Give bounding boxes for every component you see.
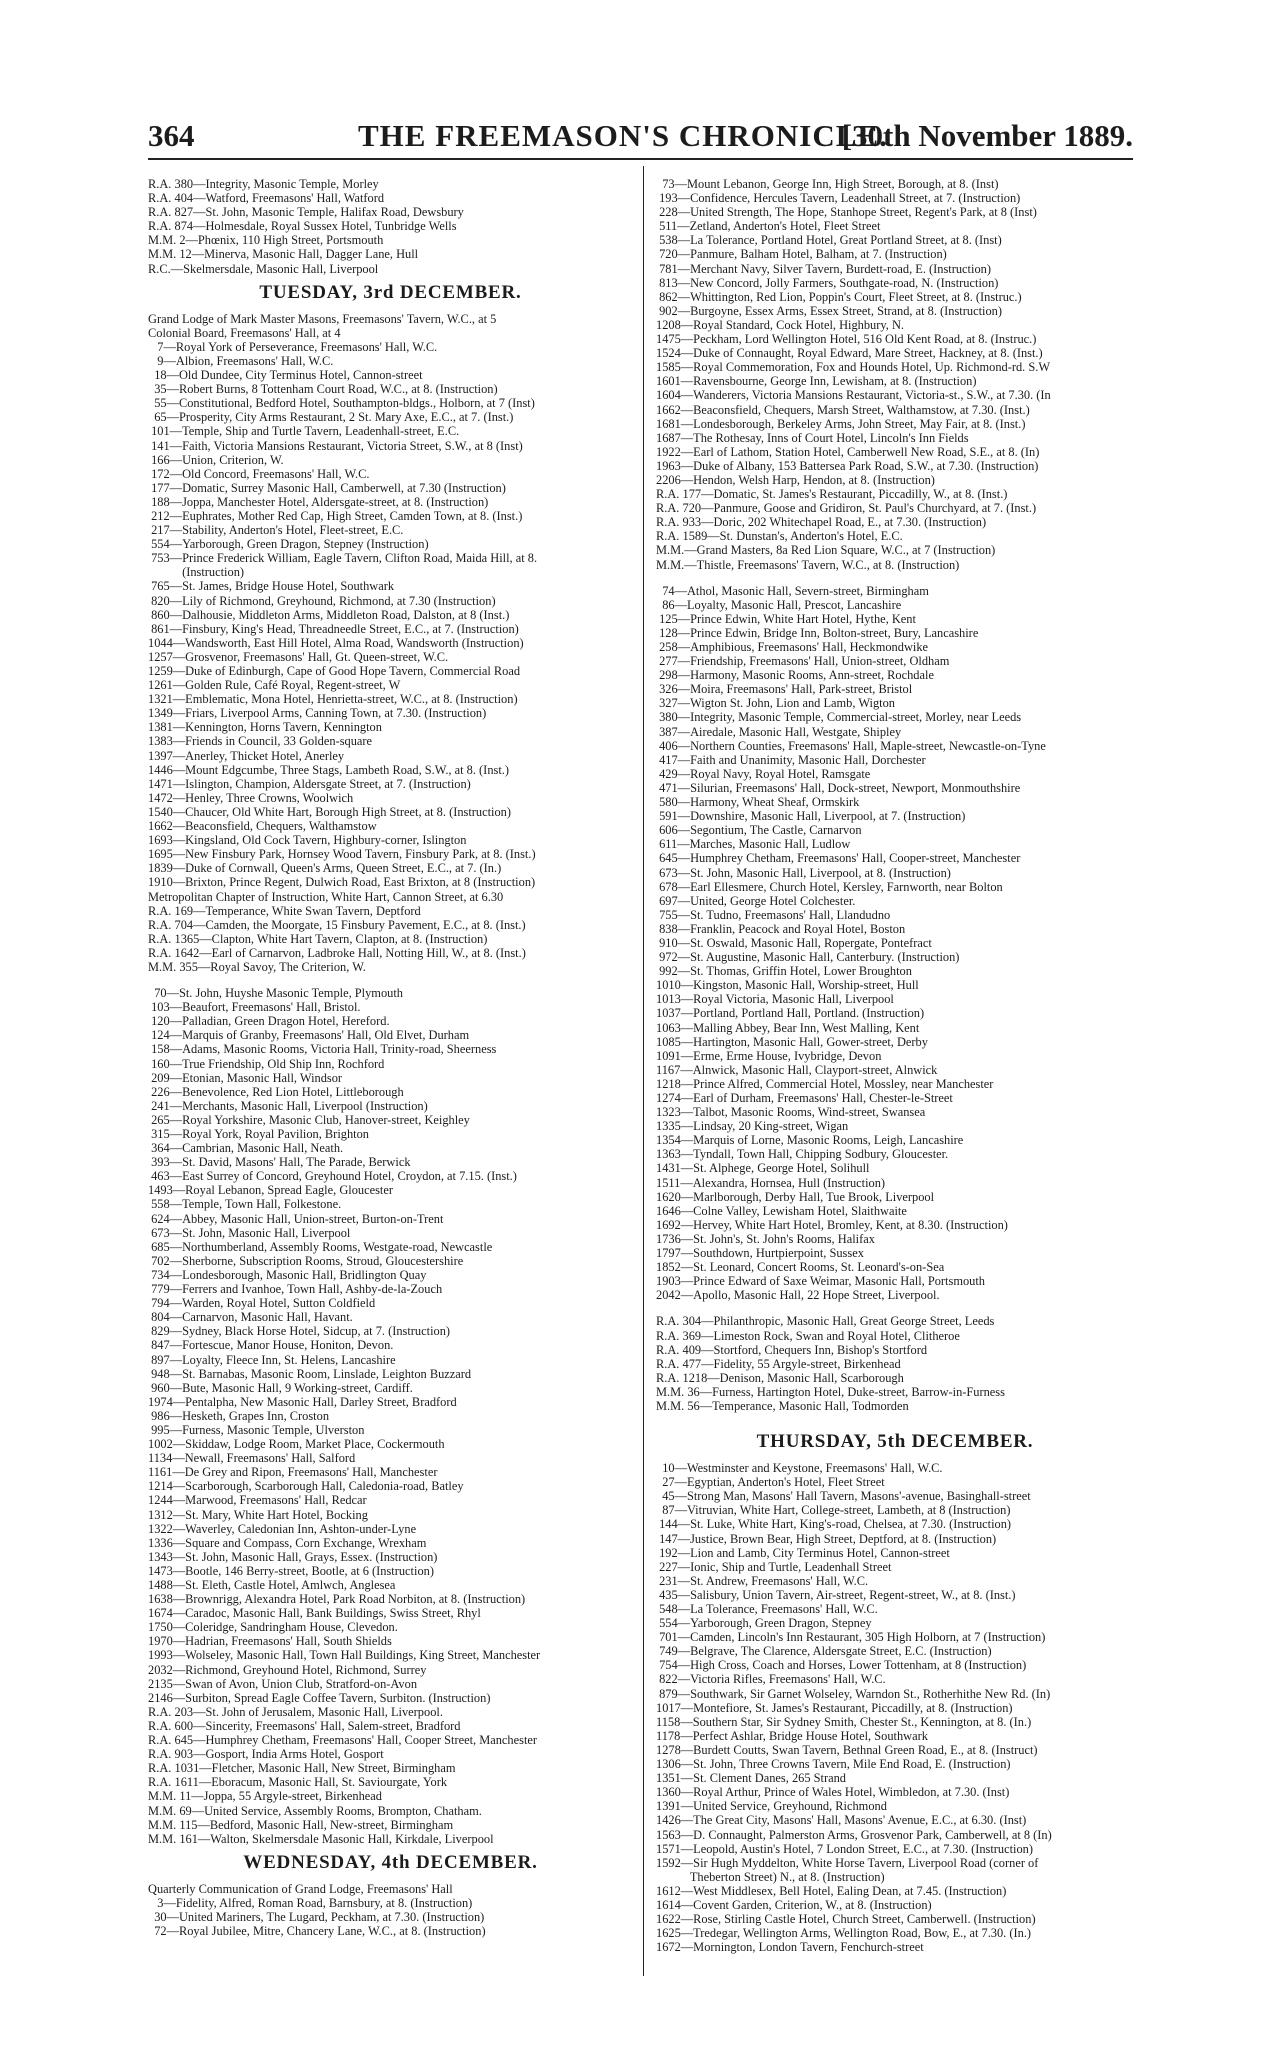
lodge-entry: 838—Franklin, Peacock and Royal Hotel, Boston xyxy=(656,921,906,936)
lodge-entry: 986—Hesketh, Grapes Inn, Croston xyxy=(148,1408,330,1423)
lodge-entry: 193—Confidence, Hercules Tavern, Leadenhall Street, at 7. (Instruction) xyxy=(656,191,1021,206)
lodge-entry: 73—Mount Lebanon, George Inn, High Street, Borough, at 8. (Inst) xyxy=(656,177,999,191)
lodge-entry: 65—Prosperity, City Arms Restaurant, 2 St. Mary Axe, E.C., at 7. (Inst.) xyxy=(148,410,514,425)
lodge-entry: 1323—Talbot, Masonic Rooms, Wind-street, Swansea xyxy=(656,1105,926,1120)
lodge-entry: 10—Westminster and Keystone, Freemasons' Hall, W.C. xyxy=(656,1461,943,1476)
wednesday-chapters-list xyxy=(656,1314,1134,1413)
lodge-entry: 779—Ferrers and Ivanhoe, Town Hall, Ashby-de-la-Zouch xyxy=(148,1282,443,1297)
lodge-entry: M.M. 355—Royal Savoy, The Criterion, W. xyxy=(148,959,366,974)
lodge-entry: 101—Temple, Ship and Turtle Tavern, Leadenhall-street, E.C. xyxy=(148,424,460,439)
lodge-entry: 1312—St. Mary, White Hart Hotel, Bocking xyxy=(148,1507,368,1522)
lodge-entry: 1672—Mornington, London Tavern, Fenchurch-street xyxy=(656,1940,924,1955)
lodge-entry: 217—Stability, Anderton's Hotel, Fleet-street, E.C. xyxy=(148,523,404,538)
lodge-entry: 701—Camden, Lincoln's Inn Restaurant, 305 High Holborn, at 7 (Instruction) xyxy=(656,1630,1046,1645)
lodge-entry: 1646—Colne Valley, Lewisham Hotel, Slaithwaite xyxy=(656,1203,907,1218)
lodge-entry: M.M. 12—Minerva, Masonic Hall, Dagger Lane, Hull xyxy=(148,247,419,262)
lodge-entry: R.A. 304—Philanthropic, Masonic Hall, Great George Street, Leeds xyxy=(656,1314,995,1329)
lodge-entry: 1692—Hervey, White Hart Hotel, Bromley, Kent, at 8.30. (Instruction) xyxy=(656,1217,1008,1232)
lodge-entry: 1383—Friends in Council, 33 Golden-square xyxy=(148,734,373,749)
lodge-entry: 753—Prince Frederick William, Eagle Tavern, Clifton Road, Maida Hill, at 8. xyxy=(148,551,538,566)
lodge-entry: 1571—Leopold, Austin's Hotel, 7 London Street, E.C., at 7.30. (Instruction) xyxy=(656,1841,1034,1856)
lodge-entry: 972—St. Augustine, Masonic Hall, Canterbury. (Instruction) xyxy=(656,950,960,965)
thursday-heading: THURSDAY, 5th DECEMBER. xyxy=(756,1431,1034,1453)
lodge-entry: 1540—Chaucer, Old White Hart, Borough High Street, at 8. (Instruction) xyxy=(148,804,512,819)
lodge-entry: 417—Faith and Unanimity, Masonic Hall, Dorchester xyxy=(656,752,926,767)
lodge-entry: M.M. 2—Phœnix, 110 High Street, Portsmouth xyxy=(148,233,384,248)
lodge-entry: 538—La Tolerance, Portland Hotel, Great Portland Street, at 8. (Inst) xyxy=(656,233,1002,248)
lodge-entry: 897—Loyalty, Fleece Inn, St. Helens, Lancashire xyxy=(148,1352,396,1367)
lodge-entry: R.A. 600—Sincerity, Freemasons' Hall, Salem-street, Bradford xyxy=(148,1718,461,1733)
lodge-entry: 1259—Duke of Edinburgh, Cape of Good Hope Tavern, Commercial Road xyxy=(148,664,521,678)
lodge-entry: 192—Lion and Lamb, City Terminus Hotel, Cannon-street xyxy=(656,1545,950,1560)
lodge-entry: (Instruction) xyxy=(148,565,245,580)
lodge-entry: 1563—D. Connaught, Palmerston Arms, Grosvenor Park, Camberwell, at 8 (In) xyxy=(656,1827,1052,1842)
lodge-entry: 387—Airedale, Masonic Hall, Westgate, Shipley xyxy=(656,724,902,739)
lodge-entry: R.A. 169—Temperance, White Swan Tavern, Deptford xyxy=(148,903,421,918)
lodge-entry: 55—Constitutional, Bedford Hotel, Southampton-bldgs., Holborn, at 7 (Inst) xyxy=(148,396,535,411)
lodge-entry: 960—Bute, Masonic Hall, 9 Working-street, Cardiff. xyxy=(148,1380,413,1395)
lodge-entry: 1446—Mount Edgcumbe, Three Stags, Lambeth Road, S.W., at 8. (Inst.) xyxy=(148,762,509,777)
lodge-entry: 1471—Islington, Champion, Aldersgate Street, at 7. (Instruction) xyxy=(148,776,471,791)
section-gap xyxy=(148,974,633,986)
lodge-entry: 754—High Cross, Coach and Horses, Lower Tottenham, at 8 (Instruction) xyxy=(656,1658,1027,1673)
lodge-entry: 1601—Ravensbourne, George Inn, Lewisham, at 8. (Instruction) xyxy=(656,374,977,389)
thursday-list xyxy=(656,1461,1134,1954)
lodge-entry: 2206—Hendon, Welsh Harp, Hendon, at 8. (Instruction) xyxy=(656,472,935,487)
lodge-entry: R.A. 1218—Denison, Masonic Hall, Scarborough xyxy=(656,1370,904,1385)
lodge-entry: 720—Panmure, Balham Hotel, Balham, at 7. (Instruction) xyxy=(656,247,947,262)
lodge-entry: 1218—Prince Alfred, Commercial Hotel, Mossley, near Manchester xyxy=(656,1076,994,1091)
lodge-entry: 147—Justice, Brown Bear, High Street, Deptford, at 8. (Instruction) xyxy=(656,1531,997,1546)
lodge-entry: 125—Prince Edwin, White Hart Hotel, Hythe, Kent xyxy=(656,611,916,626)
lodge-entry: 813—New Concord, Jolly Farmers, Southgate-road, N. (Instruction) xyxy=(656,275,999,290)
lodge-entry: 1592—Sir Hugh Myddelton, White Horse Tavern, Liverpool Road (corner of xyxy=(656,1855,1039,1870)
lodge-entry: M.M. 115—Bedford, Masonic Hall, New-street, Birmingham xyxy=(148,1817,454,1832)
lodge-entry: 471—Silurian, Freemasons' Hall, Dock-street, Newport, Monmouthshire xyxy=(656,780,1021,795)
lodge-entry: 1910—Brixton, Prince Regent, Dulwich Road, East Brixton, at 8 (Instruction) xyxy=(148,875,536,890)
lodge-entry: R.A. 933—Doric, 202 Whitechapel Road, E., at 7.30. (Instruction) xyxy=(656,515,987,530)
lodge-entry: 1993—Wolseley, Masonic Hall, Town Hall Buildings, King Street, Manchester xyxy=(148,1648,541,1663)
lodge-entry: 103—Beaufort, Freemasons' Hall, Bristol. xyxy=(148,1000,361,1015)
lodge-entry: 1278—Burdett Coutts, Swan Tavern, Bethnal Green Road, E., at 8. (Instruct) xyxy=(656,1742,1038,1757)
lodge-entry: 847—Fortescue, Manor House, Honiton, Devon. xyxy=(148,1338,394,1353)
wednesday-provincial-list xyxy=(656,584,1134,1303)
lodge-entry: 1662—Beaconsfield, Chequers, Marsh Street, Walthamstow, at 7.30. (Inst.) xyxy=(656,402,1030,417)
lodge-entry: 315—Royal York, Royal Pavilion, Brighton xyxy=(148,1127,369,1141)
lodge-entry: M.M.—Grand Masters, 8a Red Lion Square, W.C., at 7 (Instruction) xyxy=(656,543,996,558)
lodge-entry: 265—Royal Yorkshire, Masonic Club, Hanover-street, Keighley xyxy=(148,1112,470,1127)
lodge-entry: 678—Earl Ellesmere, Church Hotel, Kersley, Farnworth, near Bolton xyxy=(656,879,1003,894)
lodge-entry: 124—Marquis of Granby, Freemasons' Hall, Old Elvet, Durham xyxy=(148,1028,470,1043)
lodge-entry: R.A. 874—Holmesdale, Royal Sussex Hotel, Tunbridge Wells xyxy=(148,219,457,234)
lodge-entry: 1002—Skiddaw, Lodge Room, Market Place, Cockermouth xyxy=(148,1437,445,1452)
lodge-entry: R.A. 645—Humphrey Chetham, Freemasons' Hall, Cooper Street, Manchester xyxy=(148,1733,538,1748)
lodge-entry: 765—St. James, Bridge House Hotel, Southwark xyxy=(148,579,395,594)
lodge-entry: 1674—Caradoc, Masonic Hall, Bank Buildings, Swiss Street, Rhyl xyxy=(148,1606,481,1621)
lodge-entry: 1585—Royal Commemoration, Fox and Hounds Hotel, Up. Richmond-rd. S.W xyxy=(656,360,1051,375)
lodge-entry: R.A. 1365—Clapton, White Hart Tavern, Clapton, at 8. (Instruction) xyxy=(148,931,488,946)
lodge-entry: 1475—Peckham, Lord Wellington Hotel, 516 Old Kent Road, at 8. (Instruc.) xyxy=(656,332,1037,347)
lodge-entry: 1974—Pentalpha, New Masonic Hall, Darley Street, Bradford xyxy=(148,1394,457,1409)
lodge-entry: 228—United Strength, The Hope, Stanhope Street, Regent's Park, at 8 (Inst) xyxy=(656,205,1037,220)
lodge-entry: M.M. 36—Furness, Hartington Hotel, Duke-street, Barrow-in-Furness xyxy=(656,1384,1005,1399)
lodge-entry: 1391—United Service, Greyhound, Richmond xyxy=(656,1799,887,1814)
lodge-entry: 1167—Alnwick, Masonic Hall, Clayport-street, Alnwick xyxy=(656,1062,938,1077)
lodge-entry: 879—Southwark, Sir Garnet Wolseley, Warndon St., Rotherhithe New Rd. (In) xyxy=(656,1686,1051,1701)
lodge-entry: 1693—Kingsland, Old Cock Tavern, Highbury-corner, Islington xyxy=(148,833,467,848)
lodge-entry: 1261—Golden Rule, Café Royal, Regent-street, W xyxy=(148,678,401,693)
lodge-entry: 188—Joppa, Manchester Hotel, Aldersgate-street, at 8. (Instruction) xyxy=(148,494,489,509)
lodge-entry: 1472—Henley, Three Crowns, Woolwich xyxy=(148,790,354,805)
monday-continued-list xyxy=(148,177,633,276)
lodge-entry: 948—St. Barnabas, Masonic Room, Linslade, Leighton Buzzard xyxy=(148,1366,472,1381)
lodge-entry: 364—Cambrian, Masonic Hall, Neath. xyxy=(148,1141,344,1156)
lodge-entry: 1343—St. John, Masonic Hall, Grays, Essex. (Instruction) xyxy=(148,1549,438,1564)
wednesday-heading: WEDNESDAY, 4th DECEMBER. xyxy=(243,1851,538,1873)
lodge-entry: 995—Furness, Masonic Temple, Ulverston xyxy=(148,1422,365,1437)
page-number: 364 xyxy=(148,118,195,153)
lodge-entry: 755—St. Tudno, Freemasons' Hall, Llandudno xyxy=(656,907,891,922)
lodge-entry: R.A. 704—Camden, the Moorgate, 15 Finsbury Pavement, E.C., at 8. (Inst.) xyxy=(148,917,526,932)
lodge-entry: 27—Egyptian, Anderton's Hotel, Fleet Street xyxy=(656,1475,885,1490)
lodge-entry: R.A. 1611—Eboracum, Masonic Hall, St. Saviourgate, York xyxy=(148,1775,448,1790)
lodge-entry: 141—Faith, Victoria Mansions Restaurant, Victoria Street, S.W., at 8 (Inst) xyxy=(148,438,523,453)
lodge-entry: 697—United, George Hotel Colchester. xyxy=(656,893,856,908)
lodge-entry: 1681—Londesborough, Berkeley Arms, John Street, May Fair, at 8. (Inst.) xyxy=(656,416,1026,431)
lodge-entry: 1922—Earl of Lathom, Station Hotel, Camberwell New Road, S.E., at 8. (In) xyxy=(656,444,1040,459)
lodge-entry: 30—United Mariners, The Lugard, Peckham, at 7.30. (Instruction) xyxy=(148,1909,485,1924)
lodge-entry: R.C.—Skelmersdale, Masonic Hall, Liverpool xyxy=(148,261,379,276)
lodge-entry: M.M. 11—Joppa, 55 Argyle-street, Birkenhead xyxy=(148,1789,383,1804)
lodge-entry: 128—Prince Edwin, Bridge Inn, Bolton-street, Bury, Lancashire xyxy=(656,625,979,640)
lodge-entry: 258—Amphibious, Freemasons' Hall, Heckmondwike xyxy=(656,640,929,654)
lodge-entry: 685—Northumberland, Assembly Rooms, Westgate-road, Newcastle xyxy=(148,1239,493,1254)
lodge-entry: 463—East Surrey of Concord, Greyhound Hotel, Croydon, at 7.15. (Inst.) xyxy=(148,1169,517,1184)
lodge-entry: 241—Merchants, Masonic Hall, Liverpool (Instruction) xyxy=(148,1098,428,1113)
lodge-entry: 1622—Rose, Stirling Castle Hotel, Church Street, Camberwell. (Instruction) xyxy=(656,1912,1036,1927)
lodge-entry: R.A. 1031—Fletcher, Masonic Hall, New Street, Birmingham xyxy=(148,1761,456,1776)
lodge-entry: 1044—Wandsworth, East Hill Hotel, Alma Road, Wandsworth (Instruction) xyxy=(148,635,524,650)
lodge-entry: 554—Yarborough, Green Dragon, Stepney (Instruction) xyxy=(148,537,429,552)
lodge-entry: 1013—Royal Victoria, Masonic Hall, Liverpool xyxy=(656,992,894,1007)
lodge-entry: 1158—Southern Star, Sir Sydney Smith, Chester St., Kennington, at 8. (In.) xyxy=(656,1714,1032,1729)
lodge-entry: Metropolitan Chapter of Instruction, White Hart, Cannon Street, at 6.30 xyxy=(148,889,504,904)
lodge-entry: 231—St. Andrew, Freemasons' Hall, W.C. xyxy=(656,1573,869,1588)
lodge-entry: 72—Royal Jubilee, Mitre, Chancery Lane, W.C., at 8. (Instruction) xyxy=(148,1924,486,1939)
lodge-entry: R.A. 369—Limeston Rock, Swan and Royal Hotel, Clitheroe xyxy=(656,1328,960,1343)
tuesday-provincial-list xyxy=(148,986,633,1846)
left-column xyxy=(148,177,633,1938)
lodge-entry: Colonial Board, Freemasons' Hall, at 4 xyxy=(148,325,341,340)
lodge-entry: 606—Segontium, The Castle, Carnarvon xyxy=(656,823,862,838)
lodge-entry: 1426—The Great City, Masons' Hall, Masons' Avenue, E.C., at 6.30. (Inst) xyxy=(656,1813,1027,1828)
masthead-title: THE FREEMASON'S CHRONICLE. xyxy=(358,118,888,153)
lodge-entry: Quarterly Communication of Grand Lodge, Freemasons' Hall xyxy=(148,1881,453,1896)
lodge-entry: 749—Belgrave, The Clarence, Aldersgate Street, E.C. (Instruction) xyxy=(656,1644,992,1659)
lodge-entry: 326—Moira, Freemasons' Hall, Park-street, Bristol xyxy=(656,682,913,697)
lodge-entry: Grand Lodge of Mark Master Masons, Freemasons' Tavern, W.C., at 5 xyxy=(148,311,497,326)
lodge-entry: 166—Union, Criterion, W. xyxy=(148,452,284,467)
lodge-entry: 554—Yarborough, Green Dragon, Stepney xyxy=(656,1616,872,1631)
lodge-entry: 1335—Lindsay, 20 King-street, Wigan xyxy=(656,1119,849,1134)
lodge-entry: 327—Wigton St. John, Lion and Lamb, Wigton xyxy=(656,696,896,711)
lodge-entry: 820—Lily of Richmond, Greyhound, Richmond, at 7.30 (Instruction) xyxy=(148,593,496,608)
lodge-entry: 212—Euphrates, Mother Red Cap, High Street, Camden Town, at 8. (Inst.) xyxy=(148,508,523,523)
section-gap xyxy=(656,572,1134,584)
tuesday-heading: TUESDAY, 3rd DECEMBER. xyxy=(259,281,522,303)
lodge-entry: R.A. 203—St. John of Jerusalem, Masonic Hall, Liverpool. xyxy=(148,1704,443,1719)
lodge-entry: 1017—Montefiore, St. James's Restaurant, Piccadilly, at 8. (Instruction) xyxy=(656,1700,1013,1715)
lodge-entry: R.A. 409—Stortford, Chequers Inn, Bishop's Stortford xyxy=(656,1342,928,1357)
lodge-entry: 1354—Marquis of Lorne, Masonic Rooms, Leigh, Lancashire xyxy=(656,1133,964,1148)
lodge-entry: 1360—Royal Arthur, Prince of Wales Hotel, Wimbledon, at 7.30. (Inst) xyxy=(656,1785,1010,1800)
lodge-entry: 406—Northern Counties, Freemasons' Hall, Maple-street, Newcastle-on-Tyne xyxy=(656,738,1046,753)
lodge-entry: 7—Royal York of Perseverance, Freemasons' Hall, W.C. xyxy=(148,339,438,354)
lodge-entry: 1852—St. Leonard, Concert Rooms, St. Leonard's-on-Sea xyxy=(656,1260,945,1275)
lodge-entry: 1274—Earl of Durham, Freemasons' Hall, Chester-le-Street xyxy=(656,1091,953,1105)
lodge-entry: 1963—Duke of Albany, 153 Battersea Park Road, S.W., at 7.30. (Instruction) xyxy=(656,458,1039,473)
lodge-entry: 2032—Richmond, Greyhound Hotel, Richmond, Surrey xyxy=(148,1662,427,1677)
lodge-entry: 1638—Brownrigg, Alexandra Hotel, Park Road Norbiton, at 8. (Instruction) xyxy=(148,1592,526,1607)
lodge-entry: R.A. 720—Panmure, Goose and Gridiron, St. Paul's Churchyard, at 7. (Inst.) xyxy=(656,501,1037,516)
lodge-entry: 645—Humphrey Chetham, Freemasons' Hall, Cooper-street, Manchester xyxy=(656,851,1021,866)
wednesday-london-list xyxy=(656,177,1134,572)
lodge-entry: 86—Loyalty, Masonic Hall, Prescot, Lancashire xyxy=(656,597,902,612)
lodge-entry: 2042—Apollo, Masonic Hall, 22 Hope Street, Liverpool. xyxy=(656,1288,940,1303)
lodge-entry: 910—St. Oswald, Masonic Hall, Ropergate, Pontefract xyxy=(656,935,932,950)
lodge-entry: 829—Sydney, Black Horse Hotel, Sidcup, at 7. (Instruction) xyxy=(148,1324,451,1339)
lodge-entry: 1662—Beaconsfield, Chequers, Walthamstow xyxy=(148,819,377,834)
lodge-entry: 1524—Duke of Connaught, Royal Edward, Mare Street, Hackney, at 8. (Inst.) xyxy=(656,346,1043,361)
lodge-entry: 429—Royal Navy, Royal Hotel, Ramsgate xyxy=(656,766,871,781)
lodge-entry: 1178—Perfect Ashlar, Bridge House Hotel, Southwark xyxy=(656,1728,928,1743)
lodge-entry: 1695—New Finsbury Park, Hornsey Wood Tavern, Finsbury Park, at 8. (Inst.) xyxy=(148,847,536,862)
lodge-entry: 1612—West Middlesex, Bell Hotel, Ealing Dean, at 7.45. (Instruction) xyxy=(656,1883,1007,1898)
lodge-entry: R.A. 1589—St. Dunstan's, Anderton's Hotel, E.C. xyxy=(656,529,903,544)
lodge-entry: R.A. 477—Fidelity, 55 Argyle-street, Birkenhead xyxy=(656,1356,901,1371)
lodge-entry: 1257—Grosvenor, Freemasons' Hall, Gt. Queen-street, W.C. xyxy=(148,649,449,664)
lodge-entry: 673—St. John, Masonic Hall, Liverpool xyxy=(148,1225,351,1240)
lodge-entry: 1614—Covent Garden, Criterion, W., at 8. (Instruction) xyxy=(656,1897,932,1912)
lodge-entry: 226—Benevolence, Red Lion Hotel, Littleborough xyxy=(148,1084,404,1099)
lodge-entry: 580—Harmony, Wheat Sheaf, Ormskirk xyxy=(656,795,860,810)
lodge-entry: 1063—Malling Abbey, Bear Inn, West Malling, Kent xyxy=(656,1020,920,1035)
lodge-entry: 1473—Bootle, 146 Berry-street, Bootle, at 6 (Instruction) xyxy=(148,1563,434,1578)
lodge-entry: 1244—Marwood, Freemasons' Hall, Redcar xyxy=(148,1493,367,1508)
lodge-entry: 1306—St. John, Three Crowns Tavern, Mile End Road, E. (Instruction) xyxy=(656,1757,1011,1772)
section-gap xyxy=(656,1302,1134,1314)
lodge-entry: 18—Old Dundee, City Terminus Hotel, Cannon-street xyxy=(148,368,423,383)
lodge-entry: R.A. 177—Domatic, St. James's Restaurant, Piccadilly, W., at 8. (Inst.) xyxy=(656,487,1008,502)
lodge-entry: 1208—Royal Standard, Cock Hotel, Highbury, N. xyxy=(656,317,905,332)
lodge-entry: 1321—Emblematic, Mona Hotel, Henrietta-street, W.C., at 8. (Instruction) xyxy=(148,692,518,707)
lodge-entry: 1214—Scarborough, Scarborough Hall, Caledonia-road, Batley xyxy=(148,1479,464,1494)
lodge-entry: 548—La Tolerance, Freemasons' Hall, W.C. xyxy=(656,1602,878,1616)
lodge-entry: M.M. 56—Temperance, Masonic Hall, Todmorden xyxy=(656,1398,909,1413)
lodge-entry: 393—St. David, Masons' Hall, The Parade, Berwick xyxy=(148,1155,411,1170)
issue-date: [30th November 1889. xyxy=(841,118,1133,153)
lodge-entry: 160—True Friendship, Old Ship Inn, Rochford xyxy=(148,1056,385,1071)
lodge-entry: 298—Harmony, Masonic Rooms, Ann-street, Rochdale xyxy=(656,668,934,683)
lodge-entry: 591—Downshire, Masonic Hall, Liverpool, at 7. (Instruction) xyxy=(656,809,966,824)
lodge-entry: R.A. 1642—Earl of Carnarvon, Ladbroke Hall, Notting Hill, W., at 8. (Inst.) xyxy=(148,945,526,960)
lodge-entry: 1085—Hartington, Masonic Hall, Gower-street, Derby xyxy=(656,1034,928,1049)
wednesday-list-start xyxy=(148,1882,633,1938)
tuesday-london-list xyxy=(148,312,633,974)
lodge-entry: 511—Zetland, Anderton's Hotel, Fleet Street xyxy=(656,219,881,234)
lodge-entry: Theberton Street) N., at 8. (Instruction) xyxy=(656,1869,885,1884)
lodge-entry: 380—Integrity, Masonic Temple, Commercial-street, Morley, near Leeds xyxy=(656,710,1022,725)
lodge-entry: 1037—Portland, Portland Hall, Portland. (Instruction) xyxy=(656,1006,925,1021)
lodge-entry: 3—Fidelity, Alfred, Roman Road, Barnsbury, at 8. (Instruction) xyxy=(148,1895,473,1910)
lodge-entry: 1750—Coleridge, Sandringham House, Clevedon. xyxy=(148,1620,398,1635)
lodge-entry: 1903—Prince Edward of Saxe Weimar, Masonic Hall, Portsmouth xyxy=(656,1274,985,1289)
lodge-entry: 673—St. John, Masonic Hall, Liverpool, at 8. (Instruction) xyxy=(656,865,951,880)
lodge-entry: 1091—Erme, Erme House, Ivybridge, Devon xyxy=(656,1048,882,1063)
lodge-entry: 860—Dalhousie, Middleton Arms, Middleton Road, Dalston, at 8 (Inst.) xyxy=(148,607,510,622)
lodge-entry: 1322—Waverley, Caledonian Inn, Ashton-under-Lyne xyxy=(148,1521,417,1536)
lodge-entry: 9—Albion, Freemasons' Hall, W.C. xyxy=(148,353,334,368)
lodge-entry: 177—Domatic, Surrey Masonic Hall, Camberwell, at 7.30 (Instruction) xyxy=(148,480,506,495)
lodge-entry: 1493—Royal Lebanon, Spread Eagle, Gloucester xyxy=(148,1183,393,1198)
lodge-entry: 1397—Anerley, Thicket Hotel, Anerley xyxy=(148,748,345,763)
header-rule xyxy=(148,158,1133,160)
lodge-entry: 158—Adams, Masonic Rooms, Victoria Hall, Trinity-road, Sheerness xyxy=(148,1042,497,1057)
lodge-entry: 558—Temple, Town Hall, Folkestone. xyxy=(148,1197,342,1212)
lodge-entry: 45—Strong Man, Masons' Hall Tavern, Masons'-avenue, Basinghall-street xyxy=(656,1489,1031,1504)
lodge-entry: 1511—Alexandra, Hornsea, Hull (Instruction) xyxy=(656,1175,886,1190)
lodge-entry: 1010—Kingston, Masonic Hall, Worship-street, Hull xyxy=(656,978,919,993)
lodge-entry: R.A. 380—Integrity, Masonic Temple, Morley xyxy=(148,177,379,191)
lodge-entry: 992—St. Thomas, Griffin Hotel, Lower Broughton xyxy=(656,964,912,979)
lodge-entry: 1381—Kennington, Horns Tavern, Kennington xyxy=(148,720,382,735)
lodge-entry: 227—Ionic, Ship and Turtle, Leadenhall Street xyxy=(656,1559,892,1574)
lodge-entry: 2135—Swan of Avon, Union Club, Stratford-on-Avon xyxy=(148,1676,418,1691)
lodge-entry: 1839—Duke of Cornwall, Queen's Arms, Queen Street, E.C., at 7. (In.) xyxy=(148,861,502,876)
lodge-entry: R.A. 404—Watford, Freemasons' Hall, Watford xyxy=(148,191,385,206)
lodge-entry: 1336—Square and Compass, Corn Exchange, Wrexham xyxy=(148,1535,427,1550)
lodge-entry: 87—Vitruvian, White Hart, College-street, Lambeth, at 8 (Instruction) xyxy=(656,1503,1011,1518)
lodge-entry: 794—Warden, Royal Hotel, Sutton Coldfield xyxy=(148,1296,376,1311)
lodge-entry: 1687—The Rothesay, Inns of Court Hotel, Lincoln's Inn Fields xyxy=(656,430,969,445)
lodge-entry: 902—Burgoyne, Essex Arms, Essex Street, Strand, at 8. (Instruction) xyxy=(656,303,1002,318)
lodge-entry: 277—Friendship, Freemasons' Hall, Union-street, Oldham xyxy=(656,654,950,669)
lodge-entry: M.M. 69—United Service, Assembly Rooms, Brompton, Chatham. xyxy=(148,1803,482,1818)
lodge-entry: 624—Abbey, Masonic Hall, Union-street, Burton-on-Trent xyxy=(148,1211,444,1226)
lodge-entry: 120—Palladian, Green Dragon Hotel, Hereford. xyxy=(148,1014,390,1029)
lodge-entry: 1363—Tyndall, Town Hall, Chipping Sodbury, Gloucester. xyxy=(656,1147,949,1162)
lodge-entry: 144—St. Luke, White Hart, King's-road, Chelsea, at 7.30. (Instruction) xyxy=(656,1517,1012,1532)
lodge-entry: R.A. 903—Gosport, India Arms Hotel, Gosport xyxy=(148,1747,384,1762)
lodge-entry: 74—Athol, Masonic Hall, Severn-street, Birmingham xyxy=(656,583,929,598)
lodge-entry: 1604—Wanderers, Victoria Mansions Restaurant, Victoria-st., S.W., at 7.30. (In xyxy=(656,388,1051,403)
lodge-entry: M.M. 161—Walton, Skelmersdale Masonic Hall, Kirkdale, Liverpool xyxy=(148,1831,494,1846)
lodge-entry: 70—St. John, Huyshe Masonic Temple, Plymouth xyxy=(148,986,403,1001)
lodge-entry: 734—Londesborough, Masonic Hall, Bridlington Quay xyxy=(148,1267,427,1282)
lodge-entry: 822—Victoria Rifles, Freemasons' Hall, W.C. xyxy=(656,1672,886,1687)
lodge-entry: 172—Old Concord, Freemasons' Hall, W.C. xyxy=(148,466,370,481)
lodge-entry: 1351—St. Clement Danes, 265 Strand xyxy=(656,1771,846,1786)
lodge-entry: 1970—Hadrian, Freemasons' Hall, South Shields xyxy=(148,1634,392,1649)
section-gap xyxy=(656,1413,1134,1425)
lodge-entry: 209—Etonian, Masonic Hall, Windsor xyxy=(148,1070,343,1085)
lodge-entry: 1134—Newall, Freemasons' Hall, Salford xyxy=(148,1451,356,1466)
lodge-entry: R.A. 827—St. John, Masonic Temple, Halifax Road, Dewsbury xyxy=(148,205,464,220)
page-header xyxy=(148,118,1133,158)
lodge-entry: 781—Merchant Navy, Silver Tavern, Burdett-road, E. (Instruction) xyxy=(656,261,991,276)
lodge-entry: 1797—Southdown, Hurtpierpoint, Sussex xyxy=(656,1246,864,1261)
lodge-entry: 861—Finsbury, King's Head, Threadneedle Street, E.C., at 7. (Instruction) xyxy=(148,621,519,636)
lodge-entry: 611—Marches, Masonic Hall, Ludlow xyxy=(656,837,851,852)
lodge-entry: 1349—Friars, Liverpool Arms, Canning Town, at 7.30. (Instruction) xyxy=(148,706,487,721)
lodge-entry: 862—Whittington, Red Lion, Poppin's Court, Fleet Street, at 8. (Instruc.) xyxy=(656,289,1022,304)
lodge-entry: 804—Carnarvon, Masonic Hall, Havant. xyxy=(148,1310,353,1325)
lodge-entry: 1736—St. John's, St. John's Rooms, Halifax xyxy=(656,1231,875,1246)
lodge-entry: 702—Sherborne, Subscription Rooms, Stroud, Gloucestershire xyxy=(148,1253,464,1268)
lodge-entry: 1620—Marlborough, Derby Hall, Tue Brook, Liverpool xyxy=(656,1189,935,1204)
lodge-entry: M.M.—Thistle, Freemasons' Tavern, W.C., at 8. (Instruction) xyxy=(656,557,960,572)
lodge-entry: 35—Robert Burns, 8 Tottenham Court Road, W.C., at 8. (Instruction) xyxy=(148,382,498,397)
lodge-entry: 1161—De Grey and Ripon, Freemasons' Hall, Manchester xyxy=(148,1465,438,1480)
lodge-entry: 1488—St. Eleth, Castle Hotel, Amlwch, Anglesea xyxy=(148,1578,396,1592)
right-column xyxy=(656,177,1134,1954)
column-divider xyxy=(643,166,644,1976)
lodge-entry: 1431—St. Alphege, George Hotel, Solihull xyxy=(656,1161,870,1176)
lodge-entry: 2146—Surbiton, Spread Eagle Coffee Tavern, Surbiton. (Instruction) xyxy=(148,1690,491,1705)
lodge-entry: 435—Salisbury, Union Tavern, Air-street, Regent-street, W., at 8. (Inst.) xyxy=(656,1587,1016,1602)
lodge-entry: 1625—Tredegar, Wellington Arms, Wellington Road, Bow, E., at 7.30. (In.) xyxy=(656,1926,1032,1941)
